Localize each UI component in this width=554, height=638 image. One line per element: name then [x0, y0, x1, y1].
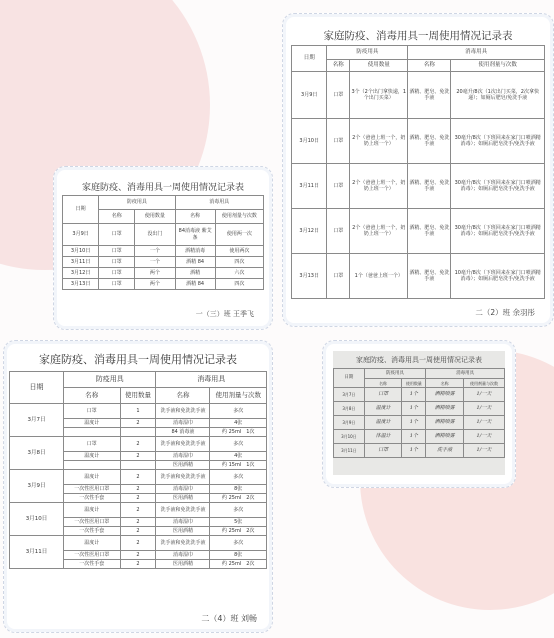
cell-usage: 多次 [210, 470, 267, 485]
table-row [63, 279, 264, 290]
cell-qty: 2 [120, 536, 156, 551]
cell-name: 酒精喷雾 [426, 430, 464, 444]
cell-name: 口罩 [99, 224, 135, 246]
header-date: 日期 [10, 372, 64, 404]
cell-qty: 2 [120, 527, 156, 536]
cell-name: 一次性手套 [63, 494, 120, 503]
record-table [333, 368, 505, 458]
cell-name: 医用酒精 [156, 461, 210, 470]
cell-name: 酒精 84 [175, 279, 215, 290]
cell-name [63, 428, 120, 437]
header-group-protection: 防疫用具 [327, 46, 408, 60]
cell-name: 一次性手套 [63, 527, 120, 536]
table-row [334, 416, 505, 430]
cell-name: 一次性医用口罩 [63, 485, 120, 494]
header-qty: 使用数量 [350, 60, 408, 72]
cell-usage: 4张 [210, 419, 267, 428]
cell-date: 3月13日 [292, 254, 327, 299]
cell-qty: 2 [120, 503, 156, 518]
cell-name: 温度计 [63, 536, 120, 551]
cell-name: 温度计 [63, 503, 120, 518]
cell-usage: 使用两次 [215, 246, 263, 257]
cell-qty: 1个 [402, 430, 426, 444]
header-qty: 使用数量 [402, 379, 426, 388]
cell-name: 洗手液 [426, 444, 464, 458]
cell-name: 温度计 [364, 416, 402, 430]
cell-name: 洗手液和免洗洗手液 [156, 404, 210, 419]
cell-usage: 1/一天 [463, 416, 504, 430]
cell-name: 酒精喷雾 [426, 402, 464, 416]
cell-name: 口罩 [327, 209, 350, 254]
record-table [9, 371, 267, 569]
cell-date: 3月11日 [334, 444, 365, 458]
table-row [292, 119, 545, 164]
card-title: 家庭防疫、消毒用具一周使用情况记录表 [323, 30, 513, 42]
cell-name: 温度计 [63, 419, 120, 428]
cell-name: 口罩 [327, 164, 350, 209]
header-name: 名称 [99, 210, 135, 224]
cell-name: 体温计 [364, 430, 402, 444]
cell-name: 酒精消毒 [175, 246, 215, 257]
header-name: 名称 [327, 60, 350, 72]
cell-qty: 没出门 [135, 224, 175, 246]
cell-usage: 约 25ml 2次 [210, 560, 267, 569]
card-title: 家庭防疫、消毒用具一周使用情况记录表 [81, 183, 244, 193]
cell-qty: 两个 [135, 279, 175, 290]
header-usage: 使用剂量与次数 [463, 379, 504, 388]
cell-name: 口罩 [99, 246, 135, 257]
table-row [292, 254, 545, 299]
table-row [63, 246, 264, 257]
header-name: 名称 [364, 379, 402, 388]
table-row [10, 404, 267, 419]
cell-usage: 1/一天 [463, 444, 504, 458]
cell-name: 口罩 [63, 437, 120, 452]
cell-date: 3月13日 [63, 279, 99, 290]
cell-name: 酒精喷雾 [426, 416, 464, 430]
cell-date: 3月9日 [63, 224, 99, 246]
cell-usage: 约 25ml 2次 [210, 527, 267, 536]
header-date: 日期 [292, 46, 327, 72]
card-title: 家庭防疫、消毒用具一周使用情况记录表 [39, 353, 237, 366]
cell-date: 3月12日 [63, 268, 99, 279]
cell-date: 3月10日 [63, 246, 99, 257]
cell-name: 医用酒精 [156, 560, 210, 569]
cell-name: 洗手液和免洗洗手液 [156, 503, 210, 518]
cell-date: 3月7日 [10, 404, 64, 437]
header-name: 名称 [175, 210, 215, 224]
cell-name: 酒精、肥皂、免洗手液 [408, 209, 451, 254]
cell-name: 洗手液和免洗洗手液 [156, 536, 210, 551]
table-row [292, 164, 545, 209]
table-row [292, 72, 545, 119]
cell-date: 3月8日 [334, 402, 365, 416]
table-row [334, 388, 505, 402]
table-row [63, 257, 264, 268]
header-usage: 使用剂量与次数 [215, 210, 263, 224]
cell-usage: 30毫升/8次（下班回来在家门口喷酒精消毒）；如厕后肥皂洗手/免洗手液 [451, 209, 545, 254]
cell-name: 消毒湿巾 [156, 419, 210, 428]
cell-date: 3月10日 [10, 503, 64, 536]
cell-usage: 5张 [210, 518, 267, 527]
record-card-1 [53, 166, 273, 330]
cell-date: 3月9日 [292, 72, 327, 119]
cell-usage: 约 25ml 1次 [210, 428, 267, 437]
cell-name: 一次性手套 [63, 560, 120, 569]
cell-usage: 20毫升/8次（1次出门买菜，2次拿快递）；如厕后肥皂/免洗手液 [451, 72, 545, 119]
header-qty: 使用数量 [120, 388, 156, 404]
cell-date: 3月9日 [334, 416, 365, 430]
cell-name: 温度计 [364, 402, 402, 416]
header-date: 日期 [63, 196, 99, 224]
header-name: 名称 [408, 60, 451, 72]
cell-qty: 1个 [402, 402, 426, 416]
cell-usage: 六次 [215, 268, 263, 279]
table-row [334, 430, 505, 444]
cell-name: 口罩 [327, 254, 350, 299]
table-row [10, 503, 267, 518]
cell-qty: 2 [120, 452, 156, 461]
cell-name [63, 461, 120, 470]
cell-qty: 1个 [402, 416, 426, 430]
cell-name: 口罩 [99, 279, 135, 290]
cell-qty: 一个 [135, 257, 175, 268]
cell-qty: 2个（爸爸上班一个，奶奶上班一个） [350, 209, 408, 254]
cell-qty: 一个 [135, 246, 175, 257]
cell-name: 口罩 [99, 257, 135, 268]
card-title: 家庭防疫、消毒用具一周使用情况记录表 [356, 356, 482, 364]
header-usage: 使用剂量与次数 [210, 388, 267, 404]
cell-date: 3月9日 [10, 470, 64, 503]
cell-qty: 2 [120, 470, 156, 485]
cell-qty: 2 [120, 551, 156, 560]
record-table [62, 195, 264, 290]
cell-usage: 多次 [210, 536, 267, 551]
cell-name: 酒精喷雾 [426, 388, 464, 402]
table-row [63, 224, 264, 246]
cell-usage: 30毫升/8次（下班回来在家门口喷酒精消毒）；如厕后肥皂洗手/免洗手液 [451, 164, 545, 209]
cell-name: 口罩 [327, 72, 350, 119]
header-date: 日期 [334, 369, 365, 388]
cell-date: 3月8日 [10, 437, 64, 470]
table-row [10, 536, 267, 551]
cell-usage: 4张 [210, 452, 267, 461]
cell-date: 3月11日 [10, 536, 64, 569]
header-group-protection: 防疫用具 [99, 196, 175, 210]
cell-name: 消毒湿巾 [156, 485, 210, 494]
cell-qty: 2 [120, 419, 156, 428]
cell-qty [120, 428, 156, 437]
cell-date: 3月11日 [63, 257, 99, 268]
cell-qty: 2 [120, 437, 156, 452]
cell-usage: 约 15ml 1次 [210, 461, 267, 470]
cell-date: 3月10日 [292, 119, 327, 164]
cell-name: 84 消毒液 [156, 428, 210, 437]
cell-name: 医用酒精 [156, 527, 210, 536]
cell-name: 一次性医用口罩 [63, 551, 120, 560]
cell-qty: 2 [120, 485, 156, 494]
cell-qty: 1个 [402, 444, 426, 458]
table-row [334, 402, 505, 416]
cell-qty: 2个（爸爸上班一个，奶奶上班一个） [350, 164, 408, 209]
cell-qty: 1个（爸爸上班一个） [350, 254, 408, 299]
record-card-4 [322, 340, 516, 488]
table-row [334, 444, 505, 458]
cell-usage: 四次 [215, 257, 263, 268]
record-table [291, 45, 545, 299]
record-card-2 [282, 13, 554, 327]
cell-usage: 多次 [210, 404, 267, 419]
header-qty: 使用数量 [135, 210, 175, 224]
cell-qty: 2 [120, 560, 156, 569]
table-row [292, 209, 545, 254]
header-usage: 使用剂量与次数 [451, 60, 545, 72]
cell-date: 3月11日 [292, 164, 327, 209]
cell-name: 酒精 [175, 268, 215, 279]
signature: 一（三）班 王季飞 [195, 310, 254, 318]
signature: 二（4）班 刘畅 [201, 614, 257, 623]
header-group-disinfection: 消毒用具 [175, 196, 263, 210]
cell-qty: 1 [120, 404, 156, 419]
cell-name: 消毒湿巾 [156, 452, 210, 461]
cell-name: 酒精、肥皂、免洗手液 [408, 119, 451, 164]
cell-date: 3月12日 [292, 209, 327, 254]
cell-usage: 1/一天 [463, 430, 504, 444]
table-row [10, 470, 267, 485]
cell-usage: 30毫升/8次（下班回来在家门口喷酒精消毒）；如厕后肥皂洗手/免洗手液 [451, 119, 545, 164]
cell-usage: 10毫升/8次（下班回来在家门口喷酒精消毒）；如厕后肥皂洗手/免洗手液 [451, 254, 545, 299]
cell-usage: 8张 [210, 485, 267, 494]
cell-qty: 2个（爸爸上班一个，奶奶上班一个） [350, 119, 408, 164]
cell-name: 酒精、肥皂、免洗手液 [408, 254, 451, 299]
cell-usage: 多次 [210, 437, 267, 452]
cell-usage: 多次 [210, 503, 267, 518]
cell-qty [120, 461, 156, 470]
cell-usage: 约 25ml 2次 [210, 494, 267, 503]
cell-qty: 两个 [135, 268, 175, 279]
cell-name: 口罩 [364, 444, 402, 458]
cell-date: 3月10日 [334, 430, 365, 444]
cell-name: 酒精 84 [175, 257, 215, 268]
header-group-protection: 防疫用具 [364, 369, 426, 379]
cell-name: 温度计 [63, 452, 120, 461]
cell-date: 3月7日 [334, 388, 365, 402]
cell-usage: 8张 [210, 551, 267, 560]
cell-name: 一次性医用口罩 [63, 518, 120, 527]
cell-name: 酒精、肥皂、免洗手液 [408, 164, 451, 209]
cell-usage: 四次 [215, 279, 263, 290]
cell-name: 洗手液和免洗洗手液 [156, 437, 210, 452]
cell-qty: 2 [120, 518, 156, 527]
cell-name: 84消毒液 紫艾条 [175, 224, 215, 246]
cell-qty: 1个 [402, 388, 426, 402]
table-row [10, 437, 267, 452]
cell-usage: 1/一天 [463, 388, 504, 402]
header-name: 名称 [426, 379, 464, 388]
header-name: 名称 [156, 388, 210, 404]
header-group-disinfection: 消毒用具 [426, 369, 505, 379]
cell-name: 洗手液和免洗洗手液 [156, 470, 210, 485]
cell-qty: 2 [120, 494, 156, 503]
table-row [63, 268, 264, 279]
header-name: 名称 [63, 388, 120, 404]
header-group-disinfection: 消毒用具 [156, 372, 267, 388]
cell-name: 口罩 [364, 388, 402, 402]
cell-usage: 1/一天 [463, 402, 504, 416]
cell-qty: 3个（2个出门拿快递，1个出门买菜） [350, 72, 408, 119]
header-group-protection: 防疫用具 [63, 372, 156, 388]
signature: 二（2）班 余羽彤 [475, 308, 535, 317]
cell-usage: 使用两一次 [215, 224, 263, 246]
record-card-3 [3, 340, 273, 633]
cell-name: 口罩 [327, 119, 350, 164]
header-group-disinfection: 消毒用具 [408, 46, 545, 60]
cell-name: 消毒湿巾 [156, 518, 210, 527]
cell-name: 口罩 [63, 404, 120, 419]
cell-name: 酒精、肥皂、免洗手液 [408, 72, 451, 119]
cell-name: 医用酒精 [156, 494, 210, 503]
cell-name: 消毒湿巾 [156, 551, 210, 560]
cell-name: 温度计 [63, 470, 120, 485]
cell-name: 口罩 [99, 268, 135, 279]
